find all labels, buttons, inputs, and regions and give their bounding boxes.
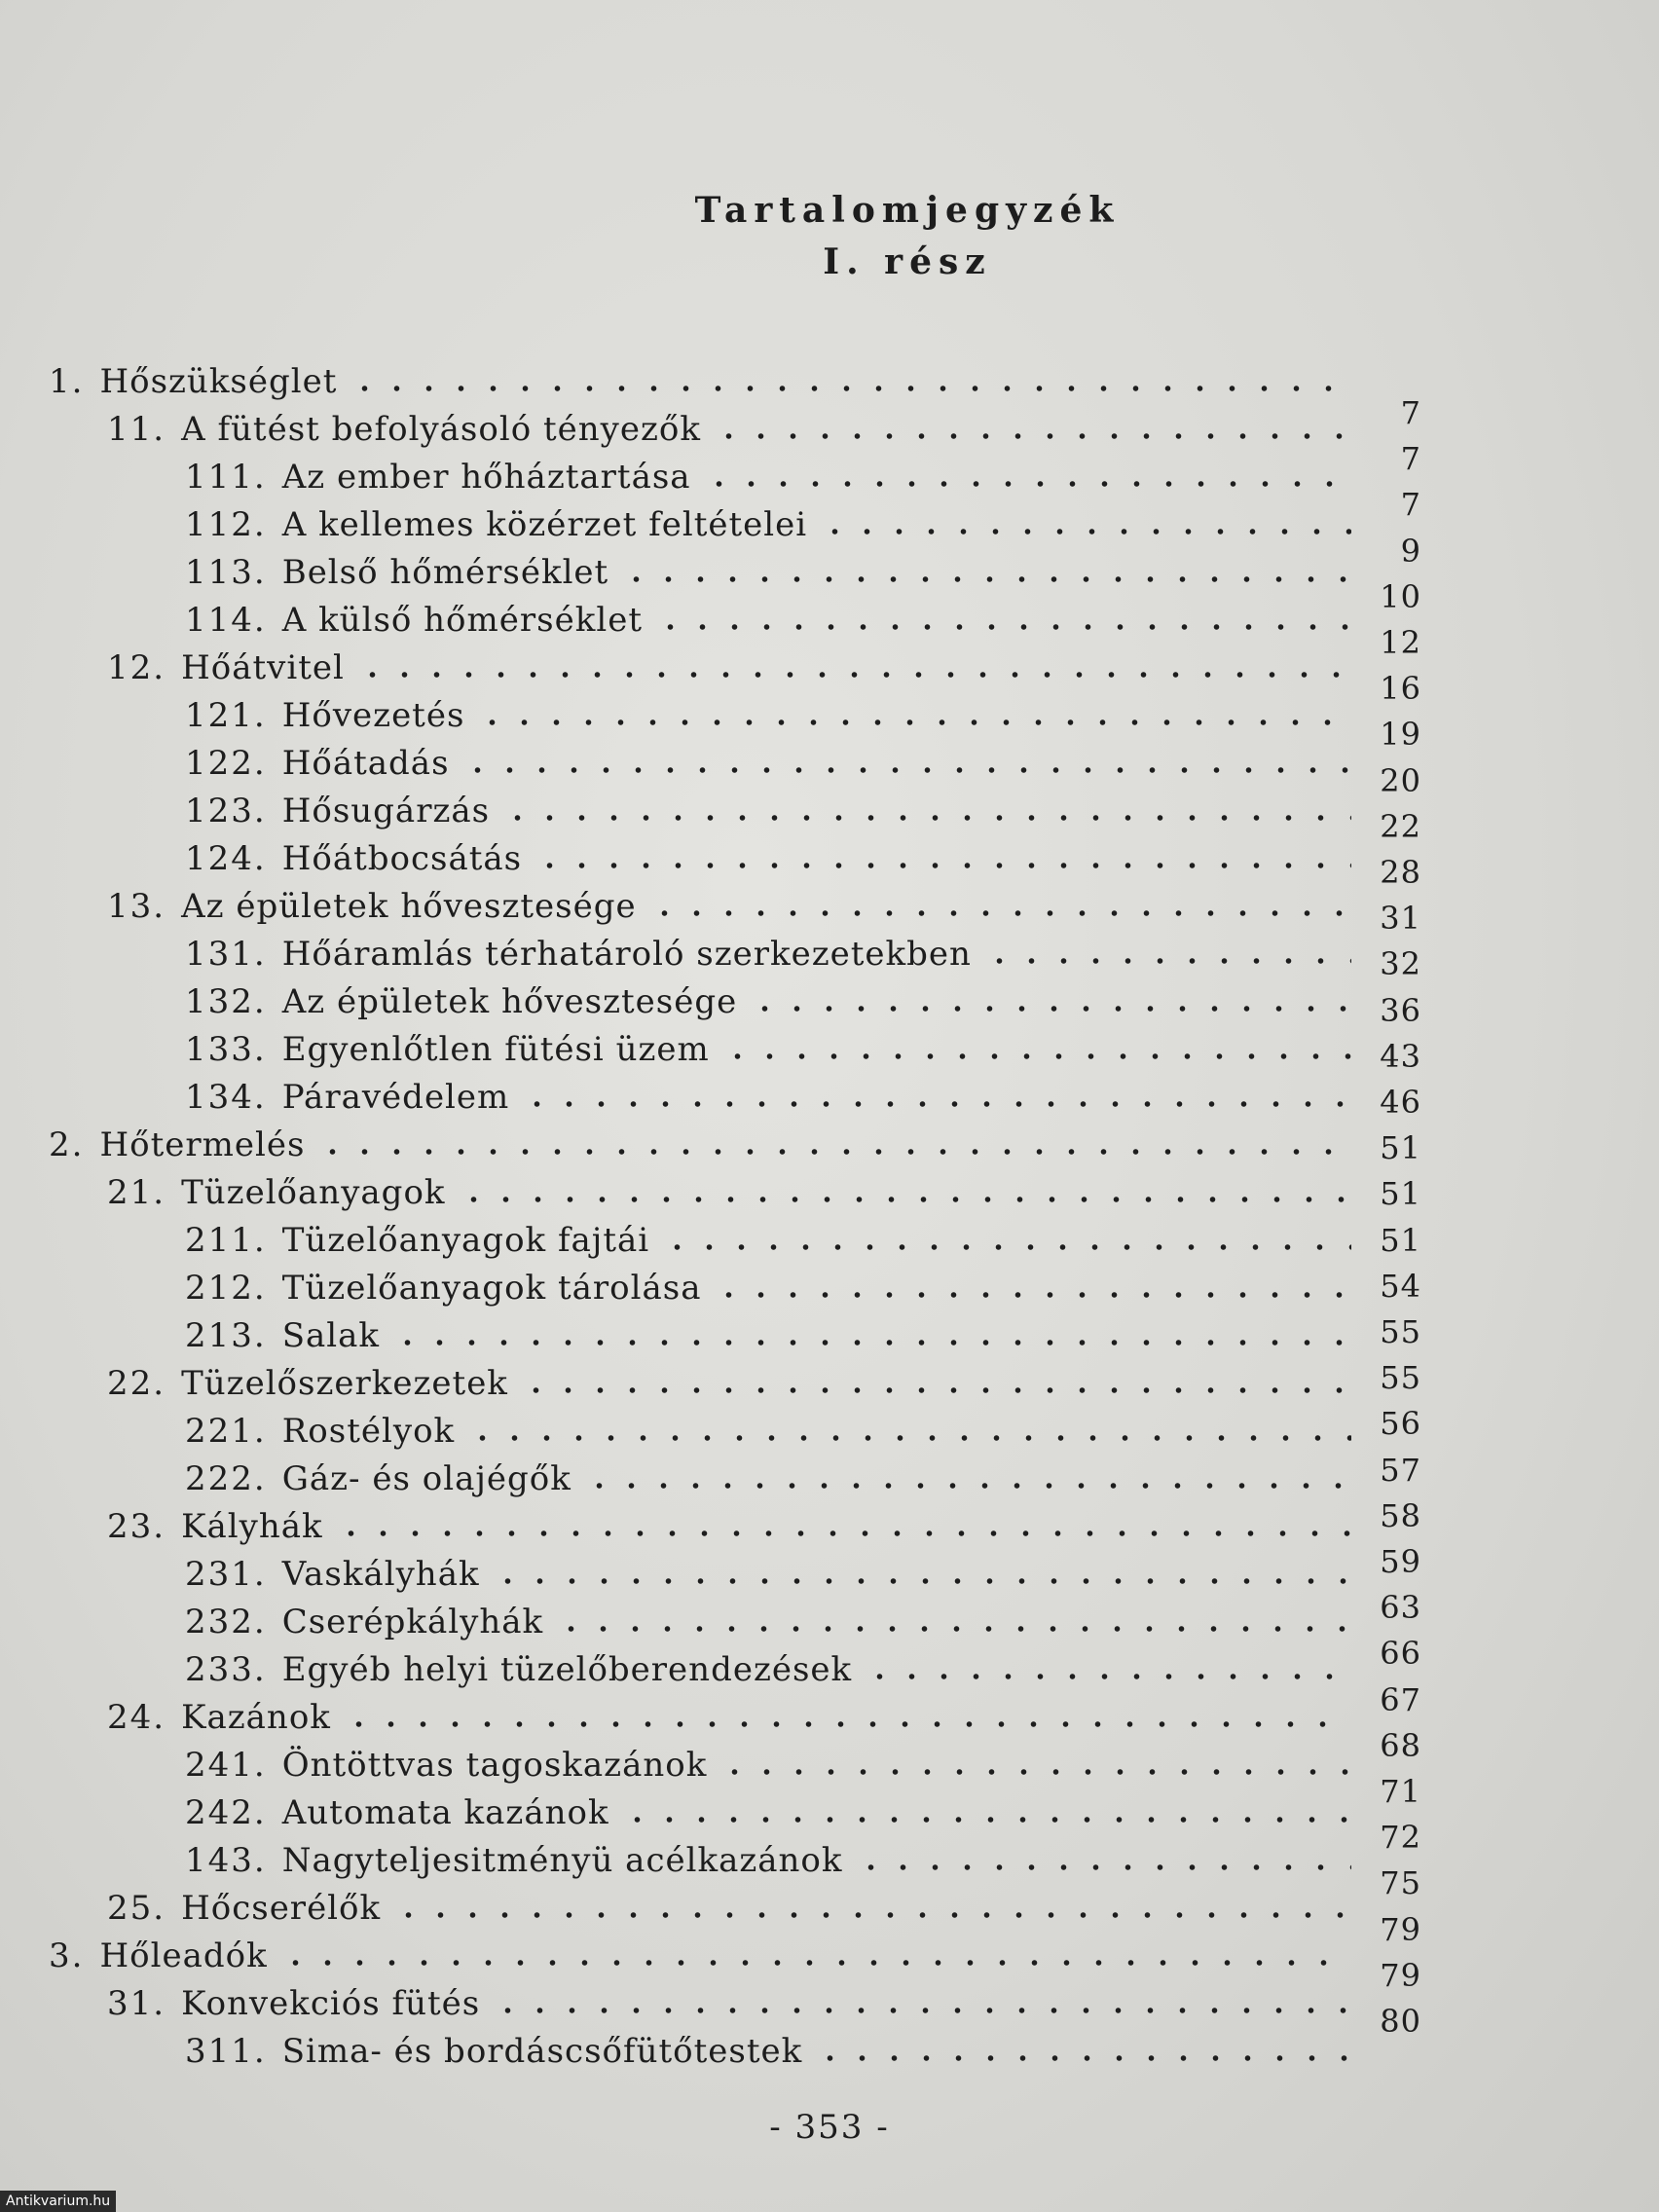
dot-leader — [855, 1862, 1351, 1872]
toc-page-number: 71 — [1380, 1773, 1421, 1810]
toc-page-number: 9 — [1400, 533, 1421, 570]
toc-entry-number: 134. — [185, 1078, 267, 1117]
toc-entry — [39, 1503, 1363, 1550]
toc-page-number: 20 — [1380, 762, 1421, 799]
toc-entry-title: Hőszükséglet — [99, 362, 338, 401]
toc-page-number: 55 — [1380, 1359, 1421, 1396]
toc-page-number: 32 — [1380, 945, 1421, 982]
toc-entry-number: 31. — [107, 1984, 166, 2023]
toc-page-number: 7 — [1400, 486, 1421, 523]
toc-entry-title: Belső hőmérséklet — [281, 553, 609, 592]
dot-leader — [356, 670, 1351, 680]
toc-entry — [39, 1551, 1363, 1598]
toc-entry — [39, 883, 1363, 930]
dot-leader — [492, 1576, 1351, 1586]
toc-entry-title: Hőátadás — [281, 744, 450, 783]
toc-entry-title: Páravédelem — [281, 1078, 510, 1117]
toc-page-number: 22 — [1380, 808, 1421, 845]
toc-entry — [39, 978, 1363, 1025]
toc-page-number: 79 — [1380, 1957, 1421, 1994]
toc-entry-number: 114. — [185, 601, 267, 640]
toc-page-number: 36 — [1380, 992, 1421, 1029]
toc-entry-number: 112. — [185, 505, 267, 544]
toc-entry-number: 2. — [49, 1125, 85, 1164]
dot-leader — [654, 622, 1351, 632]
toc-entry-title: Hőleadók — [99, 1936, 268, 1975]
toc-entry — [39, 1646, 1363, 1693]
toc-entry — [39, 1265, 1363, 1311]
toc-entry — [39, 835, 1363, 882]
dot-leader — [458, 1195, 1351, 1204]
toc-page-number: 28 — [1380, 854, 1421, 891]
toc-entry-number: 211. — [185, 1221, 267, 1260]
toc-page-number: 75 — [1380, 1864, 1421, 1901]
toc-entry-title: Egyenlőtlen fütési üzem — [281, 1030, 710, 1069]
toc-entry-number: 113. — [185, 553, 267, 592]
toc-entry — [39, 645, 1363, 691]
dot-leader — [279, 1958, 1351, 1968]
toc-entry-number: 1. — [49, 362, 85, 401]
toc-page-number: 51 — [1380, 1222, 1421, 1259]
toc-entry-number: 23. — [107, 1507, 166, 1546]
toc-entry-number: 222. — [185, 1459, 267, 1498]
dot-leader — [392, 1910, 1351, 1920]
toc-entry-number: 212. — [185, 1269, 267, 1308]
dot-leader — [713, 431, 1351, 441]
toc-entry-title: A fütést befolyásoló tényezők — [181, 410, 701, 449]
toc-entry-title: Konvekciós fütés — [181, 1984, 481, 2023]
toc-page-number: 66 — [1380, 1635, 1421, 1672]
toc-entry-title: Hőtermelés — [99, 1125, 306, 1164]
dot-leader — [814, 2053, 1351, 2063]
dot-leader — [316, 1147, 1351, 1157]
toc-page-number: 7 — [1400, 440, 1421, 477]
toc-entry — [39, 740, 1363, 787]
toc-entry — [39, 1026, 1363, 1073]
toc-page-number: 57 — [1380, 1452, 1421, 1489]
toc-entry — [39, 406, 1363, 453]
toc-entry — [39, 1599, 1363, 1645]
toc-entry — [39, 1312, 1363, 1359]
toc-entry-title: Cserépkályhák — [281, 1603, 544, 1641]
toc-entry — [39, 358, 1363, 405]
toc-entry — [39, 692, 1363, 739]
toc-entry-title: Az épületek hővesztesége — [281, 982, 738, 1021]
dot-leader — [661, 1242, 1351, 1252]
toc-entry — [39, 1408, 1363, 1455]
toc-entry-number: 3. — [49, 1936, 85, 1975]
toc-entry-number: 232. — [185, 1603, 267, 1641]
toc-page-number: 51 — [1380, 1129, 1421, 1166]
toc-page-number: 10 — [1380, 578, 1421, 615]
dot-leader — [492, 2006, 1351, 2015]
toc-entry-number: 133. — [185, 1030, 267, 1069]
dot-leader — [819, 527, 1351, 536]
toc-entry-number: 124. — [185, 839, 267, 878]
toc-entry-title: A külső hőmérséklet — [281, 601, 643, 640]
toc-page-number: 80 — [1380, 2003, 1421, 2040]
dot-leader — [521, 1099, 1351, 1109]
toc-entry-title: Nagyteljesitményü acélkazánok — [281, 1841, 843, 1880]
toc-entry — [39, 1980, 1363, 2027]
toc-page-number: 79 — [1380, 1911, 1421, 1948]
toc-entry-title: Öntöttvas tagoskazánok — [281, 1746, 708, 1785]
toc-page-number: 54 — [1380, 1268, 1421, 1305]
toc-entry-title: Tüzelőanyagok tárolása — [281, 1269, 702, 1308]
toc-entry-number: 311. — [185, 2032, 267, 2071]
toc-entry-title: Hőáramlás térhatároló szerkezetekben — [281, 935, 972, 974]
toc-entry — [39, 597, 1363, 644]
watermark: Antikvarium.hu — [0, 2191, 116, 2212]
toc-page-number: 59 — [1380, 1543, 1421, 1580]
toc-entry-title: Hősugárzás — [281, 792, 491, 830]
dot-leader — [343, 1719, 1351, 1729]
toc-entry-title: Hőátvitel — [181, 648, 345, 687]
toc-entry-title: Gáz- és olajégők — [281, 1459, 571, 1498]
toc-entry-number: 21. — [107, 1173, 166, 1212]
toc-page-number: 19 — [1380, 716, 1421, 753]
toc-page-number: 7 — [1400, 394, 1421, 431]
toc-entry-title: Rostélyok — [281, 1412, 456, 1451]
toc-page-number: 72 — [1380, 1819, 1421, 1856]
toc-entry — [39, 1169, 1363, 1216]
toc-entry-number: 231. — [185, 1555, 267, 1594]
toc-entry-number: 242. — [185, 1793, 267, 1832]
toc-page-number: 46 — [1380, 1084, 1421, 1121]
toc-entry-title: Tüzelőanyagok — [181, 1173, 446, 1212]
toc-page-number: 51 — [1380, 1175, 1421, 1212]
page-title: Tartalomjegyzék — [694, 190, 1121, 231]
toc-entry-number: 241. — [185, 1746, 267, 1785]
toc-entry-title: Tüzelőanyagok fajtái — [281, 1221, 650, 1260]
toc-entry-title: Kazánok — [181, 1698, 331, 1737]
toc-entry-title: Az épületek hővesztesége — [181, 887, 637, 926]
toc-entry-title: Hővezetés — [281, 696, 465, 735]
dot-leader — [534, 861, 1351, 870]
toc-entry-number: 22. — [107, 1364, 166, 1403]
toc-entry — [39, 1122, 1363, 1168]
dot-leader — [335, 1529, 1351, 1538]
toc-entry-number: 132. — [185, 982, 267, 1021]
toc-entry — [39, 501, 1363, 548]
dot-leader — [520, 1385, 1351, 1395]
toc-entry-title: Vaskályhák — [281, 1555, 480, 1594]
toc-entry — [39, 1456, 1363, 1502]
toc-entry-number: 122. — [185, 744, 267, 783]
toc-page-number: 12 — [1380, 624, 1421, 661]
toc-entry-number: 24. — [107, 1698, 166, 1737]
toc-entry-number: 12. — [107, 648, 166, 687]
toc-entry-number: 131. — [185, 935, 267, 974]
toc-entry-number: 221. — [185, 1412, 267, 1451]
toc-entry — [39, 2028, 1363, 2075]
dot-leader — [864, 1672, 1351, 1681]
dot-leader — [749, 1004, 1351, 1014]
toc-entry — [39, 454, 1363, 500]
toc-entry — [39, 1885, 1363, 1932]
toc-entry-title: A kellemes közérzet feltételei — [281, 505, 808, 544]
dot-leader — [721, 1051, 1351, 1061]
dot-leader — [501, 813, 1351, 823]
toc-entry — [39, 931, 1363, 977]
toc-entry-title: Hőcserélők — [181, 1889, 382, 1928]
toc-entry-number: 121. — [185, 696, 267, 735]
toc-page-number: 58 — [1380, 1497, 1421, 1534]
toc-entry — [39, 788, 1363, 834]
toc-entry — [39, 1933, 1363, 1979]
toc-entry-title: Hőátbocsátás — [281, 839, 523, 878]
toc-entry-number: 233. — [185, 1650, 267, 1689]
toc-entry — [39, 1217, 1363, 1264]
toc-entry-number: 13. — [107, 887, 166, 926]
part-heading: I. rész — [823, 241, 992, 282]
toc-entry — [39, 549, 1363, 596]
dot-leader — [583, 1481, 1351, 1491]
toc-page-number: 56 — [1380, 1405, 1421, 1442]
toc-entry-title: Kályhák — [181, 1507, 323, 1546]
page-footer-number: - 353 - — [769, 2108, 890, 2147]
dot-leader — [703, 479, 1351, 489]
dot-leader — [713, 1290, 1351, 1300]
toc-entry — [39, 1742, 1363, 1788]
toc-entry-number: 25. — [107, 1889, 166, 1928]
dot-leader — [555, 1624, 1351, 1634]
toc-page-number: 55 — [1380, 1313, 1421, 1350]
toc-page-number: 31 — [1380, 900, 1421, 937]
toc-entry-number: 11. — [107, 410, 166, 449]
dot-leader — [983, 956, 1351, 966]
toc-page-number: 67 — [1380, 1681, 1421, 1718]
toc-page-number: 43 — [1380, 1038, 1421, 1075]
toc-entry — [39, 1694, 1363, 1741]
toc-entry — [39, 1074, 1363, 1121]
dot-leader — [620, 574, 1351, 584]
dot-leader — [391, 1338, 1351, 1347]
toc-entry-title: Automata kazánok — [281, 1793, 609, 1832]
dot-leader — [466, 1433, 1351, 1443]
dot-leader — [476, 718, 1351, 727]
dot-leader — [648, 908, 1351, 918]
toc-entry-title: Salak — [281, 1316, 381, 1355]
dot-leader — [719, 1767, 1351, 1777]
dot-leader — [349, 384, 1351, 393]
toc-entry-title: Egyéb helyi tüzelőberendezések — [281, 1650, 853, 1689]
toc-entry — [39, 1837, 1363, 1884]
toc-entry-title: Sima- és bordáscsőfütőtestek — [281, 2032, 803, 2071]
dot-leader — [621, 1815, 1351, 1825]
toc-page-number: 63 — [1380, 1589, 1421, 1626]
toc-entry-title: Az ember hőháztartása — [281, 458, 691, 497]
toc-page-number: 68 — [1380, 1727, 1421, 1764]
toc-entry-number: 143. — [185, 1841, 267, 1880]
toc-page-number: 16 — [1380, 670, 1421, 707]
toc-entry — [39, 1360, 1363, 1407]
toc-entry-number: 213. — [185, 1316, 267, 1355]
toc-entry-number: 123. — [185, 792, 267, 830]
toc-entry-title: Tüzelőszerkezetek — [181, 1364, 508, 1403]
dot-leader — [461, 765, 1351, 775]
toc-entry-number: 111. — [185, 458, 267, 497]
toc-entry — [39, 1789, 1363, 1836]
